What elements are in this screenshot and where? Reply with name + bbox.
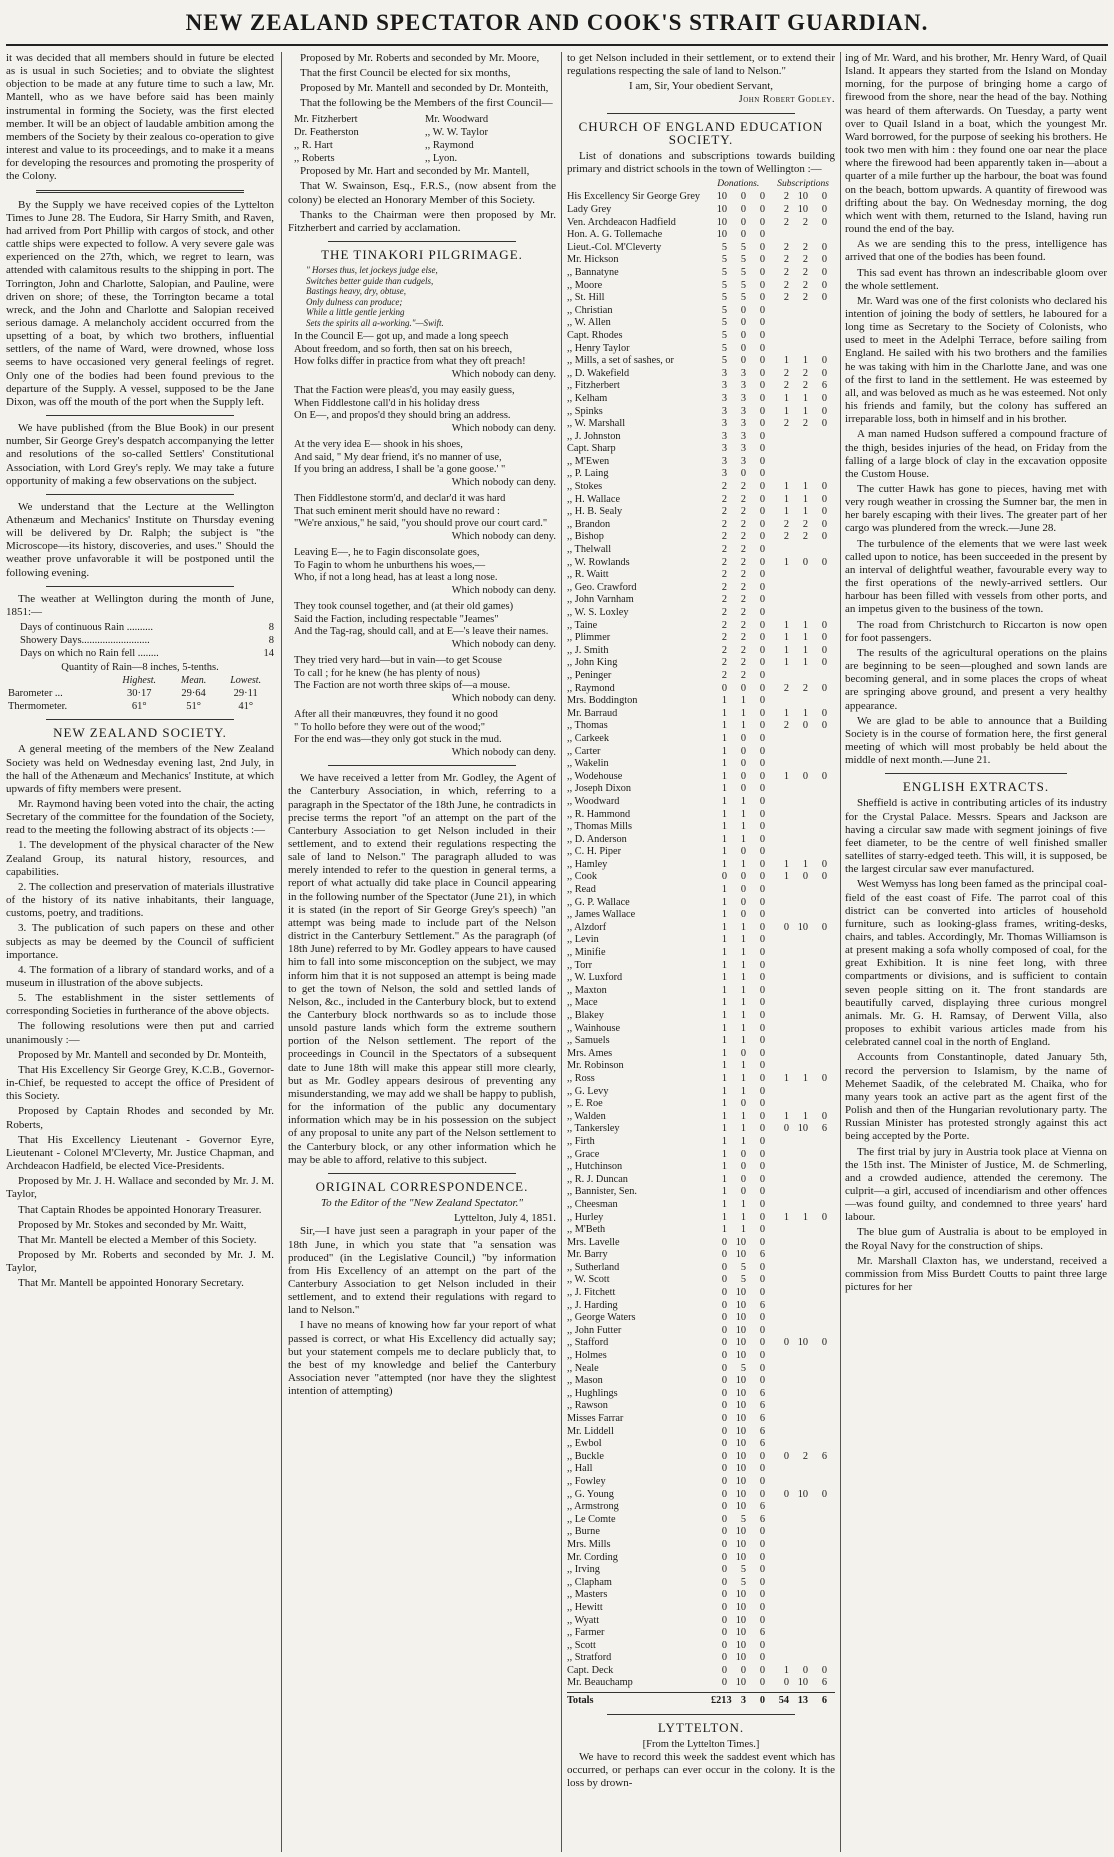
separator	[46, 494, 234, 495]
table-row: ,, Stafford 0 10 0 0 10 0	[567, 1337, 827, 1349]
resolution: That Mr. Mantell be appointed Honorary Secretary.	[18, 1277, 244, 1290]
paragraph: to get Nelson included in their settlement, or to extend their regulations respecting the sale of land to Nelson."	[567, 52, 835, 78]
table-row: ,, Buckle 0 10 0 0 2 6	[567, 1450, 827, 1462]
table-row: ,, G. Young 0 10 0 0 10 0	[567, 1488, 827, 1500]
verse-line: Said the Faction, including respectable "Jeames"	[294, 613, 499, 625]
verse-refrain: Which nobody can deny.	[451, 422, 556, 434]
table-row: ,, Stratford 0 10 0	[567, 1652, 765, 1664]
table-row: ,, Wainhouse 1 1 0	[567, 1022, 765, 1034]
paragraph: West Wemyss has long been famed as the principal coal-field of the east coast of Fife. The parrot coal of this district can be converted into articles of household furniture, such as looking-glass frames, writing-desks, chairs, and tables. Accordingly, Mr. Thomas Williamson is at present making a sofa wholly composed of coal, for the great Exhibition. It is nine feet long, with three compartments or divisions, and is sufficient to contain seven people sitting on it. The front standards are beautifully carved, displaying three curious mongrel animals. Mr. G. H. Ramsay, of Derwent Villa, also proposes to exhibit various articles made from his celebrated cannel coal in the north of England.	[845, 878, 1107, 1049]
source-note: [From the Lyttelton Times.]	[642, 1738, 760, 1750]
section-title: ENGLISH EXTRACTS.	[902, 779, 1050, 795]
verse-line: That such eminent merit should have no reward :	[294, 505, 500, 517]
paragraph: The following resolutions were then put and carried unanimously :—	[6, 1020, 274, 1046]
separator	[46, 586, 234, 587]
table-row: ,, Scott 0 10 0	[567, 1639, 765, 1651]
table-row: ,, Masters 0 10 0	[567, 1589, 765, 1601]
table-row: ,, Wyatt 0 10 0	[567, 1614, 765, 1626]
verse-line: After all their manœuvres, they found it no good	[294, 709, 498, 721]
verse-line: To Fagin to whom he unburthens his woes,—	[294, 559, 486, 571]
table-row: Hon. A. G. Tollemache 10 0 0	[567, 229, 765, 241]
verse-line: At the very idea E— shook in his shoes,	[294, 439, 463, 451]
paragraph: A man named Hudson suffered a compound fracture of the thigh, besides injuries of the head, on Friday from the falling of a large block of clay in the excavation opposite the Custom House.	[845, 428, 1107, 480]
table-row: ,, Tankersley 1 1 0 0 10 6	[567, 1123, 827, 1135]
table-row: ,, D. Wakefield 3 3 0 2 2 0	[567, 367, 827, 379]
paragraph: The cutter Hawk has gone to pieces, having met with very rough weather in crossing the Sumner bar, the men in her barely escaping with their lives. The greater part of her cargo was plundered from the wreck.—June 28.	[845, 483, 1107, 535]
table-row: ,, J. Johnston 3 3 0	[567, 430, 765, 442]
table-row: Mrs. Lavelle 0 10 0	[567, 1236, 765, 1248]
paragraph: We have published (from the Blue Book) in our present number, Sir George Grey's despatch accompanying the letter and resolutions of the so-called Settlers' Constitutional Association, with Lord Grey's reply. We may take a future opportunity of making a few observations on the subject.	[6, 422, 274, 487]
table-row: ,, Henry Taylor 5 0 0	[567, 342, 765, 354]
table-row: ,, Woodward 1 1 0	[567, 795, 765, 807]
paragraph: We are glad to be able to announce that a Building Society is in the course of formation here, the first general meeting of which will most probably be held about the middle of next month.—June 21.	[845, 714, 1107, 767]
table-row: ,, J. Harding 0 10 6	[567, 1299, 765, 1311]
paragraph: Sir,—I have just seen a paragraph in your paper of the 18th June, in which you state that "a sensation was produced" (in the Legislative Council,) "by information from His Excellency of an attempt on the part of the Canterbury Association to get Nelson included in their settlement, and to extend their regulations with regard to land to Nelson."	[288, 1225, 556, 1317]
table-row: ,, Blakey 1 1 0	[567, 1010, 765, 1021]
council-list: Mr. Fitzherbert Mr. Woodward Dr. Featherston ,, W. W. Taylor ,, R. Hart ,, Raymond ,, Roberts ,, Lyon.	[294, 113, 489, 165]
table-row: ,, R. Hammond 1 1 0	[567, 808, 765, 820]
verse-line: That the Faction were pleas'd, you may easily guess,	[294, 385, 515, 397]
table-row: ,, Cook 0 0 0 1 0 0	[567, 871, 827, 883]
table-row: ,, Fitzherbert 3 3 0 2 2 6	[567, 380, 827, 392]
separator	[36, 190, 244, 193]
table-row: ,, W. Scott 0 5 0	[567, 1274, 765, 1286]
section-title: THE TINAKORI PILGRIMAGE.	[321, 247, 523, 263]
column-divider	[281, 52, 282, 1852]
poem-stanza	[294, 709, 556, 759]
paragraph: ing of Mr. Ward, and his brother, Mr. Henry Ward, of Quail Island. It appears they started from the Island on Monday morning, for the purpose of bringing home a cargo of firewood from the shore, near the head of the bay. Nothing was heard of them afterwards. On Tuesday, a party went over to Quail Island in a boat, which the youngest Mr. Ward borrowed, for the purpose of seeking his brothers. He took two men with him : they found one oar near the place where the firewood had been apparently taken in—about a quarter of a mile further up the harbour, the boat was found on the beach, bottom upwards. A quantity of firewood was drifting about the bay. On Wednesday morning, the dog which went with them, returned to the Island, having run round the end of the bay.	[845, 52, 1107, 236]
verse-line: Who, if not a long head, has at least a long nose.	[294, 572, 498, 584]
resolution: Proposed by Mr. Mantell and seconded by Dr. Monteith,	[18, 1048, 267, 1061]
paragraph: The first trial by jury in Austria took place at Vienna on the 15th inst. The Minister of Justice, M. de Schmerling, and a crowded audience, attended the ceremony. The culprit—a girl, accused of incendiarism and other offences—was found guilty, and condemned to three years' hard labour.	[845, 1145, 1107, 1224]
resolution: That His Excellency Lieutenant - Governor Eyre, Lieutenant - Colonel M'Cleverty, Mr. Justice Chapman, and Archdeacon Hadfield, be elected Vice-Presidents.	[6, 1133, 274, 1173]
table-row: ,, Alzdorf 1 1 0 0 10 0	[567, 921, 827, 933]
table-row: ,, Armstrong 0 10 6	[567, 1501, 765, 1513]
table-row: ,, Moore 5 5 0 2 2 0	[567, 279, 827, 291]
resolution: Proposed by Mr. Roberts and seconded by Mr. J. M. Taylor,	[6, 1248, 274, 1275]
column-3	[567, 52, 835, 1852]
table-row: ,, Burne 0 10 0	[567, 1526, 765, 1538]
table-row: ,, James Wallace 1 0 0	[567, 909, 765, 921]
verse-line: How folks differ in practice from what they oft preach!	[294, 356, 526, 368]
table-row: ,, Thomas 1 1 0 2 0 0	[567, 720, 827, 732]
paragraph: That the following be the Members of the first Council—	[300, 97, 553, 110]
paragraph: That the first Council be elected for six months,	[300, 67, 511, 80]
column-1	[6, 52, 274, 1852]
paragraph: We have received a letter from Mr. Godley, the Agent of the Canterbury Association, in which, referring to a paragraph in the Spectator of the 18th June, he contradicts in precise terms the report "of an attempt on the part of the Canterbury Association to get Nelson included in their settlement, and to extend their regulations respecting the sale of land to Nelson." The paragraph alluded to was merely intended to refer to the question in general terms, a report of what actually did take place in Council appearing in the following number of the Spectator (June 21), in which it is stated (in the report of Sir George Grey's speech) "an attempt was being made to include part of the Nelson district in the Canterbury Settlement." As the paragraph (of 18th June) referred to by Mr. Godley appears to have caused him to fall into some misconception on the subject, we may inform him that it is not supposed an attempt is being made to get the town of Nelson, the sold and settled lands of Nelson, &c., included in the Canterbury block, but to extend the Canterbury block northwards so as to include those unsold pasture lands which form the extreme southern portion of the Nelson settlement. The report of the proceedings in Council in the Spectators of a subsequent date to June 18th will make this appear still more clearly, but as Mr. Godley appears desirous of preventing any misunderstanding, we may add we shall be happy to publish, for the information of the public any documentary information which may be in his possession on the subject of any proposal to unite any part of the Nelson settlement to the Canterbury block, or any other information which he may be able to afford, relative to this subject.	[288, 772, 556, 1166]
table-row: ,, W. Allen 5 0 0	[567, 317, 765, 329]
section-title: CHURCH OF ENGLAND EDUCATION SOCIETY.	[578, 118, 824, 147]
paragraph: By the Supply we have received copies of the Lyttelton Times to June 28. The Eudora, Sir Harry Smith, and Raven, had arrived from Port Phillip with cargos of stock, and other cattle ships were expected to follow. A very severe gale was experienced on the 27th, which, we regret to learn, was attended with calamitous results to the shipping in port. The Torrington, John and Charlotte, Salopian, and Pauline, were driven on shore; of these, the Torrington became a total wreck, and the John and Charlotte and Salopian received serious damage. A melancholy accident occurred from the upsetting of a boat, by which two brothers, influential settlers, of the name of Ward, were drowned, whose loss seems to have occasioned very general feelings of regret. Only one of the bodies had been found previous to the departure of the Supply. A vessel, supposed to be the Jane Dixon, was off the mouth of the port when the Supply left.	[6, 198, 274, 408]
verse-line: They took counsel together, and (at their old games)	[294, 601, 514, 613]
table-row: Mr. Robinson 1 1 0	[567, 1060, 765, 1072]
poem-stanza	[294, 493, 556, 543]
table-row: ,, J. Fitchett 0 10 0	[567, 1287, 765, 1299]
table-row: Mr. Beauchamp 0 10 0 0 10 6	[567, 1677, 827, 1689]
table-row: ,, W. Luxford 1 1 0	[567, 972, 765, 984]
verse-refrain: Which nobody can deny.	[451, 476, 556, 488]
separator	[328, 765, 516, 766]
table-row: ,, Bannister, Sen. 1 0 0	[567, 1186, 765, 1198]
verse-line: And said, " My dear friend, it's no manner of use,	[294, 451, 502, 463]
table-row: ,, Ewbol 0 10 6	[567, 1438, 765, 1450]
table-row: ,, Holmes 0 10 0	[567, 1350, 765, 1362]
verse-refrain: Which nobody can deny.	[451, 584, 556, 596]
table-row: ,, Walden 1 1 0 1 1 0	[567, 1110, 827, 1122]
table-row: ,, Plimmer 2 2 0 1 1 0	[567, 632, 827, 644]
section-title: LYTTELTON.	[657, 1719, 745, 1735]
verse-line: Leaving E—, he to Fagin disconsolate goes,	[294, 547, 480, 559]
paragraph: This sad event has thrown an indescribable gloom over the whole settlement.	[845, 266, 1107, 292]
letter-address: To the Editor of the "New Zealand Spectator."	[321, 1197, 523, 1210]
table-row: ,, Mason 0 10 0	[567, 1375, 765, 1387]
table-row: ,, Rawson 0 10 6	[567, 1400, 765, 1412]
table-row: ,, Cheesman 1 1 0	[567, 1198, 765, 1210]
poem-stanza	[294, 331, 556, 381]
verse-line: Then Fiddlestone storm'd, and declar'd it was hard	[294, 493, 506, 505]
paragraph: Thanks to the Chairman were then proposed by Mr. Fitzherbert and carried by acclamation.	[288, 208, 556, 234]
table-row: ,, Le Comte 0 5 6	[567, 1513, 765, 1525]
table-row: Mrs. Ames 1 0 0	[567, 1047, 765, 1059]
table-row: ,, Firth 1 1 0	[567, 1135, 765, 1147]
table-row: ,, Read 1 0 0	[567, 884, 765, 896]
table-row: ,, Levin 1 1 0	[567, 934, 765, 946]
table-row: ,, Thomas Mills 1 1 0	[567, 821, 765, 833]
verse-line: If you bring an address, I shall be 'a gone goose.' "	[294, 464, 506, 476]
totals-row: Totals £213 3 0 54 13 6	[567, 1692, 835, 1708]
paragraph: The results of the agricultural operations on the plains are beginning to be seen—ploughed and sown lands are becoming general, and in some places the crops of wheat are springing above ground, and present a very healthy appearance.	[845, 646, 1107, 712]
table-row: Mr. Barry 0 10 6	[567, 1249, 765, 1261]
table-row: Mrs. Boddington 1 1 0	[567, 695, 765, 707]
column-divider	[561, 52, 562, 1852]
table-row: ,, Mace 1 1 0	[567, 997, 765, 1009]
column-2	[288, 52, 556, 1852]
paragraph: it was decided that all members should in future be elected as is usual in such Societies; and to obviate the slightest objection to be made at any future time to such a law, Mr. Mantell, who as we have before said has been mainly instrumental in forming the Society, was the first elected member. It will be an object of laudable ambition among the members of the Society by their zealous co-operation to give interest and value to its proceedings, and to make it a means for developing the resources and promoting the prosperity of the Colony.	[6, 52, 274, 183]
table-row: ,, D. Anderson 1 1 0	[567, 833, 765, 845]
verse-refrain: Which nobody can deny.	[451, 368, 556, 380]
table-row: ,, Bannatyne 5 5 0 2 2 0	[567, 266, 827, 278]
donation-list	[567, 191, 835, 1690]
table-row: ,, Raymond 0 0 0 2 2 0	[567, 682, 827, 694]
verse-line: In the Council E— got up, and made a long speech	[294, 331, 509, 343]
separator	[607, 113, 795, 114]
list-item: 4. The formation of a library of standard works, and of a museum in illustration of the above subjects.	[6, 963, 274, 989]
table-row: ,, Farmer 0 10 6	[567, 1627, 765, 1639]
table-row: ,, Hughlings 0 10 6	[567, 1387, 765, 1399]
table-row: Ven. Archdeacon Hadfield 10 0 0 2 2 0	[567, 216, 827, 228]
table-row: ,, Taine 2 2 0 1 1 0	[567, 619, 827, 631]
table-row: ,, Wakelin 1 0 0	[567, 758, 765, 770]
verse-refrain: Which nobody can deny.	[451, 746, 556, 758]
separator	[46, 719, 234, 720]
table-row: ,, W. S. Loxley 2 2 0	[567, 607, 765, 618]
table-row: Capt. Deck 0 0 0 1 0 0	[567, 1664, 827, 1676]
poem-stanzas	[288, 331, 556, 759]
paragraph: The weather at Wellington during the month of June, 1851:—	[6, 592, 274, 618]
verse-line: To call ; for he knew (he has plenty of nous)	[294, 667, 480, 679]
table-row: Mr. Cording 0 10 0	[567, 1551, 765, 1563]
list-item: 1. The development of the physical character of the New Zealand Group, its natural history, resources, and capabilities.	[6, 839, 274, 878]
table-row: ,, H. Wallace 2 2 0 1 1 0	[567, 493, 827, 505]
table-row: ,, M'Beth 1 1 0	[567, 1224, 765, 1236]
table-row: Mr. Hickson 5 5 0 2 2 0	[567, 254, 827, 266]
table-row: ,, Joseph Dixon 1 0 0	[567, 783, 765, 795]
section-title: NEW ZEALAND SOCIETY.	[53, 725, 227, 741]
table-row: ,, Sutherland 0 5 0	[567, 1261, 765, 1273]
table-row: ,, H. B. Sealy 2 2 0 1 1 0	[567, 506, 827, 518]
paragraph: Mr. Ward was one of the first colonists who declared his intention of joining the body of settlers, he laboured for a long time as Secretary to the Society of Colonists, who used to meet in the Adelphi Terrace, before sailing from England. He sailed with his two brothers and the families he was taking with him in the Charlotte Jane, and was one of the first to land in the settlement. He was esteemed by all, and was beloved as much as he was esteemed. Not only his friends and family, but the colony has suffered an irreparable loss, both in himself and in his brother.	[845, 294, 1107, 426]
table-row: Capt. Sharp 3 3 0	[567, 443, 765, 455]
verse-line: They tried very hard—but in vain—to get Scouse	[294, 655, 502, 667]
separator	[885, 773, 1067, 774]
resolution: That His Excellency Sir George Grey, K.C.B., Governor-in-Chief, be requested to accept the office of President of this Society.	[6, 1063, 274, 1103]
table-row: ,, G. Levy 1 1 0	[567, 1085, 765, 1097]
table-row: ,, Kelham 3 3 0 1 1 0	[567, 392, 827, 404]
verse-refrain: Which nobody can deny.	[451, 638, 556, 650]
table-row: ,, Bishop 2 2 0 2 2 0	[567, 531, 827, 543]
list-item: 2. The collection and preservation of materials illustrative of the history of its native inhabitants, their language, customs, poetry, and traditions.	[6, 880, 274, 920]
poem-stanza	[294, 601, 556, 651]
paragraph: Sheffield is active in contributing articles of its industry for the Crystal Palace. Messrs. Spears and Jackson are having a circular saw made with segment joinings of five feet diameter, to be the centre of well finished smaller satellites of starry-edged teeth. This will, it is supposed, be the largest circular saw ever manufactured.	[845, 797, 1107, 876]
poem-motto: " Horses thus, let jockeys judge else, Switches better guide than cudgels, Bastings heavy, dry, obtuse, Only dulness can produce; While a little gentle jerking Sets the spirits all a-working."—Swift.	[306, 265, 444, 328]
column-4	[845, 52, 1107, 1852]
verse-refrain: Which nobody can deny.	[451, 530, 556, 542]
table-row: ,, Samuels 1 1 0	[567, 1035, 765, 1047]
table-row: ,, Brandon 2 2 0 2 2 0	[567, 518, 827, 530]
table-row: ,, G. P. Wallace 1 0 0	[567, 896, 765, 908]
column-divider	[840, 52, 841, 1852]
table-row: ,, R. J. Duncan 1 0 0	[567, 1173, 765, 1185]
list-item: 5. The establishment in the sister settlements of corresponding Societies in furtherance of the above objects.	[6, 992, 274, 1018]
resolution: That Mr. Mantell be elected a Member of this Society.	[18, 1233, 257, 1246]
verse-line: And the Tag-rag, should call, and at E—'s leave their names.	[294, 626, 549, 638]
table-row: ,, Wodehouse 1 0 0 1 0 0	[567, 770, 827, 782]
table-row: ,, John King 2 2 0 1 1 0	[567, 657, 827, 669]
verse-line: The Faction are not worth three skips of—a mouse.	[294, 680, 511, 692]
table-row: ,, Mills, a set of sashes, or 5 0 0 1 1 0	[567, 355, 827, 367]
table-row: ,, Geo. Crawford 2 2 0	[567, 581, 765, 593]
paragraph: That W. Swainson, Esq., F.R.S., (now absent from the colony) be elected an Honorary Member of this Society.	[288, 180, 556, 206]
section-title: ORIGINAL CORRESPONDENCE.	[315, 1178, 529, 1194]
paragraph: Accounts from Constantinople, dated January 5th, record the perversion to Islamism, by the name of Mehemet Saadik, of the celebrated M. Chaika, who for many years took an active part as the agent first of the Polish and then of the Hungarian revolutionary party. The Russian Minister has protested strongly against this act being accepted by the Porte.	[845, 1051, 1107, 1143]
paragraph: Mr. Raymond having been voted into the chair, the acting Secretary of the committee for the foundation of the Society, read to the meeting the following abstract of its objects :—	[6, 797, 274, 837]
table-row: ,, Peninger 2 2 0	[567, 669, 765, 681]
poem-stanza	[294, 439, 556, 489]
resolution: Proposed by Mr. Stokes and seconded by Mr. Waitt,	[18, 1218, 247, 1231]
table-row: ,, P. Laing 3 0 0	[567, 468, 765, 480]
separator	[328, 1173, 516, 1174]
table-row: ,, Clapham 0 5 0	[567, 1576, 765, 1588]
table-row: Mrs. Mills 0 10 0	[567, 1538, 765, 1550]
table-row: ,, Torr 1 1 0	[567, 959, 765, 971]
weather-line: Days of continuous Rain .......... 8	[20, 622, 274, 634]
table-row: ,, Irving 0 5 0	[567, 1564, 765, 1576]
poem-stanza	[294, 655, 556, 705]
table-row: Mr. Liddell 0 10 6	[567, 1425, 765, 1437]
weather-line: Days on which no Rain fell ........ 14	[20, 648, 274, 660]
table-row: ,, Christian 5 0 0	[567, 304, 765, 316]
table-row: ,, R. Waitt 2 2 0	[567, 569, 765, 581]
letter-closing: I am, Sir, Your obedient Servant,	[628, 80, 774, 93]
table-row: ,, Hamley 1 1 0 1 1 0	[567, 858, 827, 870]
paragraph: A general meeting of the members of the New Zealand Society was held on Wednesday evening last, 2nd July, in the hall of the Athenæum and Mechanics' Institute, at which upwards of fifty members were present.	[6, 743, 274, 795]
table-row: ,, George Waters 0 10 0	[567, 1312, 765, 1324]
paragraph: Proposed by Mr. Mantell and seconded by Dr. Monteith,	[300, 82, 549, 95]
paragraph: We have to record this week the saddest event which has occurred, or perhaps can ever occur in the colony. It is the loss by drown-	[567, 1750, 835, 1790]
list-item: 3. The publication of such papers on these and other subjects as may be deemed by the Council of sufficient importance.	[6, 922, 274, 961]
table-row: Capt. Rhodes 5 0 0	[567, 329, 765, 341]
table-row: ,, W. Rowlands 2 2 0 1 0 0	[567, 556, 827, 568]
resolution: That Captain Rhodes be appointed Honorary Treasurer.	[18, 1203, 262, 1216]
table-row: ,, Neale 0 5 0	[567, 1362, 765, 1374]
table-row: ,, Thelwall 2 2 0	[567, 544, 765, 556]
paragraph: The blue gum of Australia is about to be employed in the Royal Navy for the construction of ships.	[845, 1226, 1107, 1252]
paragraph: Mr. Marshall Claxton has, we understand, received a commission from Miss Burdett Coutts to paint three large pictures for her	[845, 1254, 1107, 1294]
table-row: His Excellency Sir George Grey 10 0 0 2 10 0	[567, 191, 827, 203]
table-row: ,, Grace 1 0 0	[567, 1148, 765, 1160]
table-row: ,, E. Roe 1 0 0	[567, 1098, 765, 1110]
resolution: Proposed by Mr. J. H. Wallace and seconded by Mr. J. M. Taylor,	[6, 1175, 274, 1201]
verse-line: On E—, and propos'd they should bring an address.	[294, 410, 511, 422]
paragraph: Proposed by Mr. Roberts and seconded by Mr. Moore,	[300, 52, 540, 64]
weather-line: Showery Days.......................... 8	[20, 635, 274, 647]
separator	[607, 1714, 795, 1715]
weather-table: Highest. Mean. Lowest. Barometer ... 30·17 29·64 29·11 Thermometer. 61° 51° 41°	[8, 674, 262, 713]
table-row: Lady Grey 10 0 0 2 10 0	[567, 204, 827, 215]
letter-dateline: Lyttelton, July 4, 1851.	[453, 1212, 556, 1225]
paragraph: We understand that the Lecture at the Wellington Athenæum and Mechanics' Institute on Thursday evening will be delivered by Dr. Ralph; the subject is "the Microscope—its history, discoveries, and uses." Should the weather prove unfavorable it will be postponed until the following evening.	[6, 500, 274, 579]
donation-headers: Donations. Subscriptions	[717, 179, 829, 190]
verse-line: "We're anxious," he said, "you should prove our court card."	[294, 518, 548, 530]
table-row: ,, Minifie 1 1 0	[567, 947, 765, 959]
table-row: ,, J. Smith 2 2 0 1 1 0	[567, 644, 827, 656]
table-row: ,, Stokes 2 2 0 1 1 0	[567, 481, 827, 493]
verse-line: When Fiddlestone call'd in his holiday dress	[294, 397, 480, 409]
table-row: ,, Fowley 0 10 0	[567, 1475, 765, 1487]
verse-line: " To hollo before they were out of the wood;"	[294, 721, 486, 733]
table-row: ,, Hewitt 0 10 0	[567, 1601, 765, 1613]
table-row: Misses Farrar 0 10 6	[567, 1413, 765, 1424]
paragraph: As we are sending this to the press, intelligence has arrived that one of the bodies has been found.	[845, 238, 1107, 264]
separator	[328, 241, 516, 242]
paragraph: The road from Christchurch to Riccarton is now open for foot passengers.	[845, 618, 1107, 644]
paragraph: List of donations and subscriptions towards building primary and district schools in the town of Wellington :—	[567, 149, 835, 176]
table-row: Mr. Barraud 1 1 0 1 1 0	[567, 707, 827, 719]
verse-line: For the end was—they only got stuck in the mud.	[294, 734, 502, 746]
separator	[46, 415, 234, 416]
table-row: ,, Hutchinson 1 0 0	[567, 1161, 765, 1173]
poem-stanza	[294, 547, 556, 597]
letter-signature: John Robert Godley.	[738, 94, 835, 106]
table-row: ,, Hurley 1 1 0 1 1 0	[567, 1211, 827, 1223]
paragraph: The turbulence of the elements that we were last week called upon to notice, has been succeeded in the present by an interval of delightful weather, favourable every way to the first operations of the newly-arrived settlers. Our harbour has been filled with vessels from other ports, and an impetus given to the business of the town.	[845, 537, 1107, 616]
table-row: ,, Carter 1 0 0	[567, 745, 765, 757]
table-row: ,, John Varnham 2 2 0	[567, 594, 765, 606]
paragraph: I have no means of knowing how far your report of what passed is correct, or what His Excellency did actually say; but your statement compels me to declare publicly that, to the best of my knowledge and belief the Canterbury Association never "attempted (nor have they the slightest intention of attempting)	[288, 1319, 556, 1398]
table-row: Lieut.-Col. M'Cleverty 5 5 0 2 2 0	[567, 241, 827, 253]
table-row: ,, M'Ewen 3 3 0	[567, 455, 765, 467]
table-row: ,, St. Hill 5 5 0 2 2 0	[567, 292, 827, 304]
table-row: ,, Ross 1 1 0 1 1 0	[567, 1072, 827, 1084]
paragraph: Proposed by Mr. Hart and seconded by Mr. Mantell,	[300, 165, 530, 178]
masthead-rule	[6, 44, 1108, 46]
table-row: ,, W. Marshall 3 3 0 2 2 0	[567, 418, 827, 430]
table-row: ,, John Futter 0 10 0	[567, 1324, 765, 1336]
verse-line: About freedom, and so forth, then sat on his breech,	[294, 343, 513, 355]
resolution: Proposed by Captain Rhodes and seconded by Mr. Roberts,	[6, 1105, 274, 1131]
table-row: ,, Carkeek 1 0 0	[567, 732, 765, 744]
table-row: ,, Hall 0 10 0	[567, 1463, 765, 1475]
table-row: ,, Spinks 3 3 0 1 1 0	[567, 405, 827, 417]
table-row: ,, C. H. Piper 1 0 0	[567, 846, 765, 858]
poem-stanza	[294, 385, 556, 435]
rain-quantity: Quantity of Rain—8 inches, 5-tenths.	[61, 661, 219, 673]
table-row: ,, Maxton 1 1 0	[567, 984, 765, 996]
verse-refrain: Which nobody can deny.	[451, 692, 556, 704]
masthead: NEW ZEALAND SPECTATOR AND COOK'S STRAIT GUARDIAN.	[185, 10, 929, 35]
